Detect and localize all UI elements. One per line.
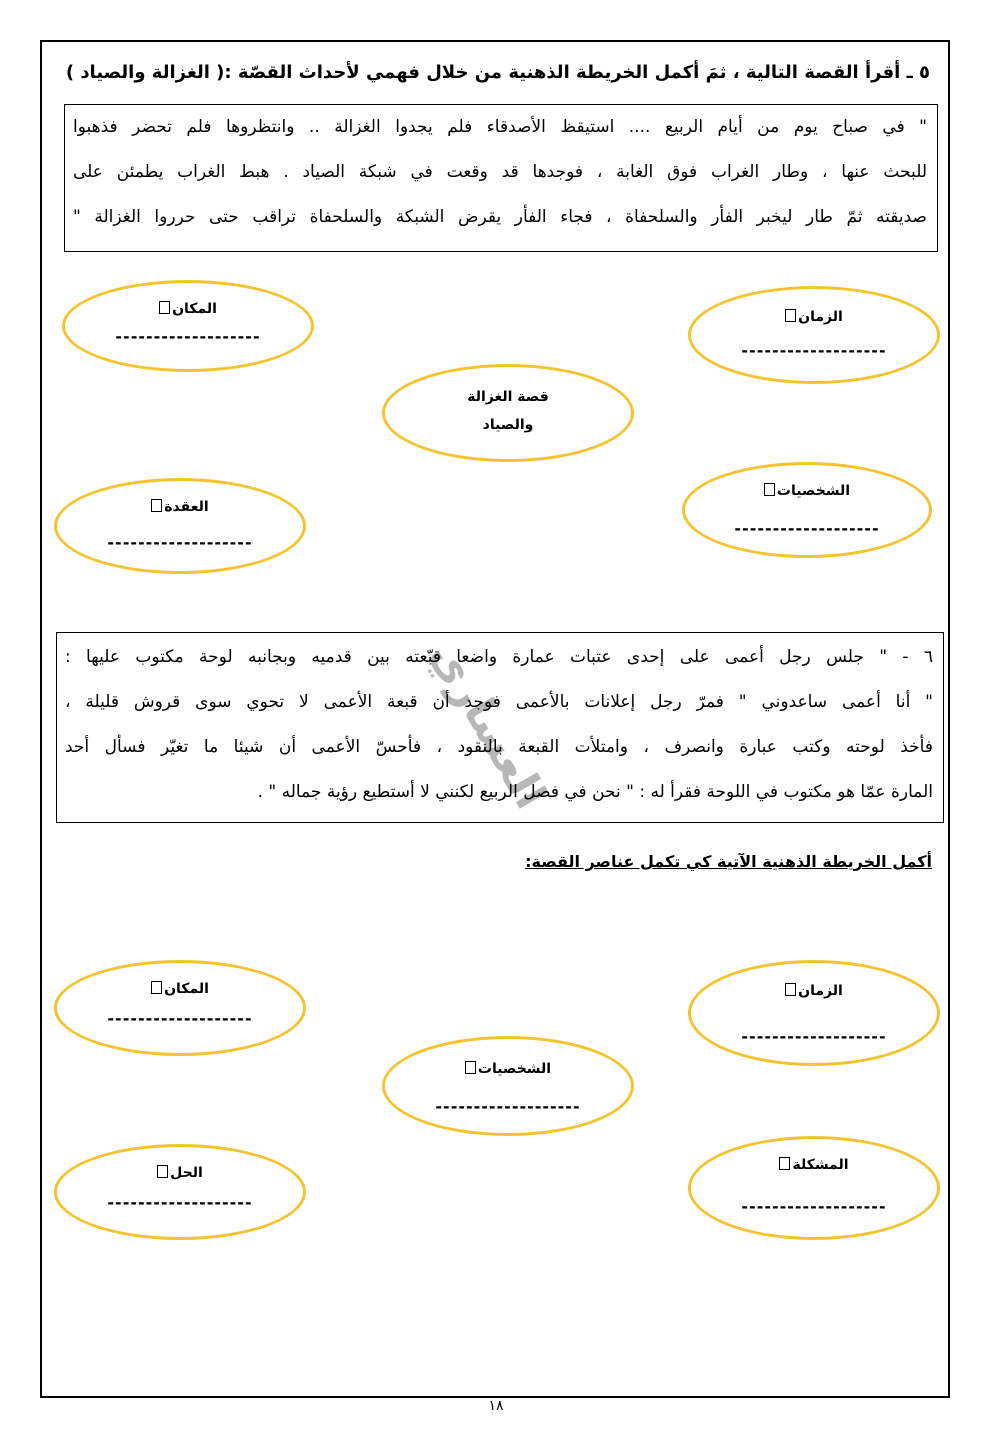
q5-characters-ellipse — [682, 462, 932, 558]
q6-time-ellipse — [688, 960, 940, 1066]
q5-time-blank: ------------------- — [741, 341, 887, 360]
q6-place-label — [57, 981, 303, 997]
q5-center-line-2: والصياد — [482, 417, 534, 433]
q6-time-label — [691, 983, 937, 999]
q6-story-line: " أنا أعمى ساعدوني " فمرّ رجل إعلانات بالأعمى فوجد أن قبعة الأعمى لا تحوي سوى قروش قليلة ، — [65, 692, 933, 712]
q6-solution-blank: ------------------- — [107, 1193, 253, 1212]
q5-center-ellipse — [382, 364, 634, 462]
checkbox-icon — [785, 983, 796, 996]
checkbox-icon — [151, 981, 162, 994]
q6-characters-label — [385, 1061, 631, 1077]
q6-characters-blank: ------------------- — [435, 1097, 581, 1116]
checkbox-icon — [785, 309, 796, 322]
q6-problem-text: المشكلة — [792, 1157, 849, 1173]
q5-characters-text: الشخصيات — [776, 483, 851, 499]
q5-place-label — [65, 301, 311, 317]
q5-plot-blank: ------------------- — [107, 533, 253, 552]
checkbox-icon — [151, 499, 162, 512]
q6-characters-ellipse — [382, 1036, 634, 1136]
q5-plot-label — [57, 499, 303, 515]
checkbox-icon — [779, 1157, 790, 1170]
checkbox-icon — [159, 301, 170, 314]
q5-time-ellipse — [688, 286, 940, 384]
q5-time-text: الزمان — [798, 309, 843, 325]
q5-plot-ellipse — [54, 478, 306, 574]
q6-instruction: أكمل الخريطة الذهنية الآتية كي تكمل عناصر القصة: — [525, 852, 932, 871]
q5-place-blank: ------------------- — [115, 327, 261, 346]
q6-time-text: الزمان — [798, 983, 843, 999]
q6-story-line: فأخذ لوحته وكتب عبارة وانصرف ، وامتلأت القبعة بالنقود ، فأحسّ الأعمى أن شيئا ما تغيّر فسأل أحد — [65, 737, 933, 757]
q5-story-line: " في صباح يوم من أيام الربيع .... استيقظ الأصدقاء فلم يجدوا الغزالة .. وانتظروها فلم تحضر فذهبوا — [73, 117, 927, 137]
q5-characters-blank: ------------------- — [734, 519, 880, 538]
q6-place-text: المكان — [164, 981, 209, 997]
q5-time-label — [691, 309, 937, 325]
q5-story-box — [64, 104, 938, 252]
q6-place-blank: ------------------- — [107, 1009, 253, 1028]
q6-time-blank: ------------------- — [741, 1027, 887, 1046]
q6-problem-blank: ------------------- — [741, 1197, 887, 1216]
q5-story-line: صديقته ثمّ طار ليخبر الفأر والسلحفاة ، فجاء الفأر يقرض الشبكة والسلحفاة تراقب حتى حرروا الغزالة " — [73, 207, 927, 227]
q5-place-ellipse — [62, 280, 314, 372]
q6-story-box — [56, 632, 944, 823]
q6-problem-label — [691, 1157, 937, 1173]
q6-story-line: ٦ - " جلس رجل أعمى على إحدى عتبات عمارة واضعا قبّعته بين قدميه وبجانبه لوحة مكتوب عليها : — [65, 647, 933, 667]
q6-problem-ellipse — [688, 1136, 940, 1240]
q6-place-ellipse — [54, 960, 306, 1056]
checkbox-icon — [157, 1165, 168, 1178]
svg-text:العساري: العساري — [420, 633, 557, 818]
q5-characters-label — [685, 483, 929, 499]
q6-solution-text: الحل — [170, 1165, 203, 1181]
q6-solution-ellipse — [54, 1144, 306, 1240]
page-number: ١٨ — [488, 1398, 504, 1414]
q5-plot-text: العقدة — [164, 499, 209, 515]
checkbox-icon — [465, 1061, 476, 1074]
q6-story-line: المارة عمّا هو مكتوب في اللوحة فقرأ له : " نحن في فصل الربيع لكنني لا أستطيع رؤية جماله " . — [257, 782, 933, 802]
q5-place-text: المكان — [172, 301, 217, 317]
q6-solution-label — [57, 1165, 303, 1181]
q5-heading: ٥ ـ أقرأ القصة التالية ، ثمَ أكمل الخريطة الذهنية من خلال فهمي لأحداث القصّة :( الغزالة والصياد ) — [65, 62, 930, 83]
q6-characters-text: الشخصيات — [477, 1061, 552, 1077]
checkbox-icon — [764, 483, 775, 496]
q5-center-line-1: قصة الغزالة — [467, 389, 549, 405]
q5-story-line: للبحث عنها ، وطار الغراب فوق الغابة ، فوجدها قد وقعت في شبكة الصياد . هبط الغراب يطمئن على — [73, 162, 927, 182]
